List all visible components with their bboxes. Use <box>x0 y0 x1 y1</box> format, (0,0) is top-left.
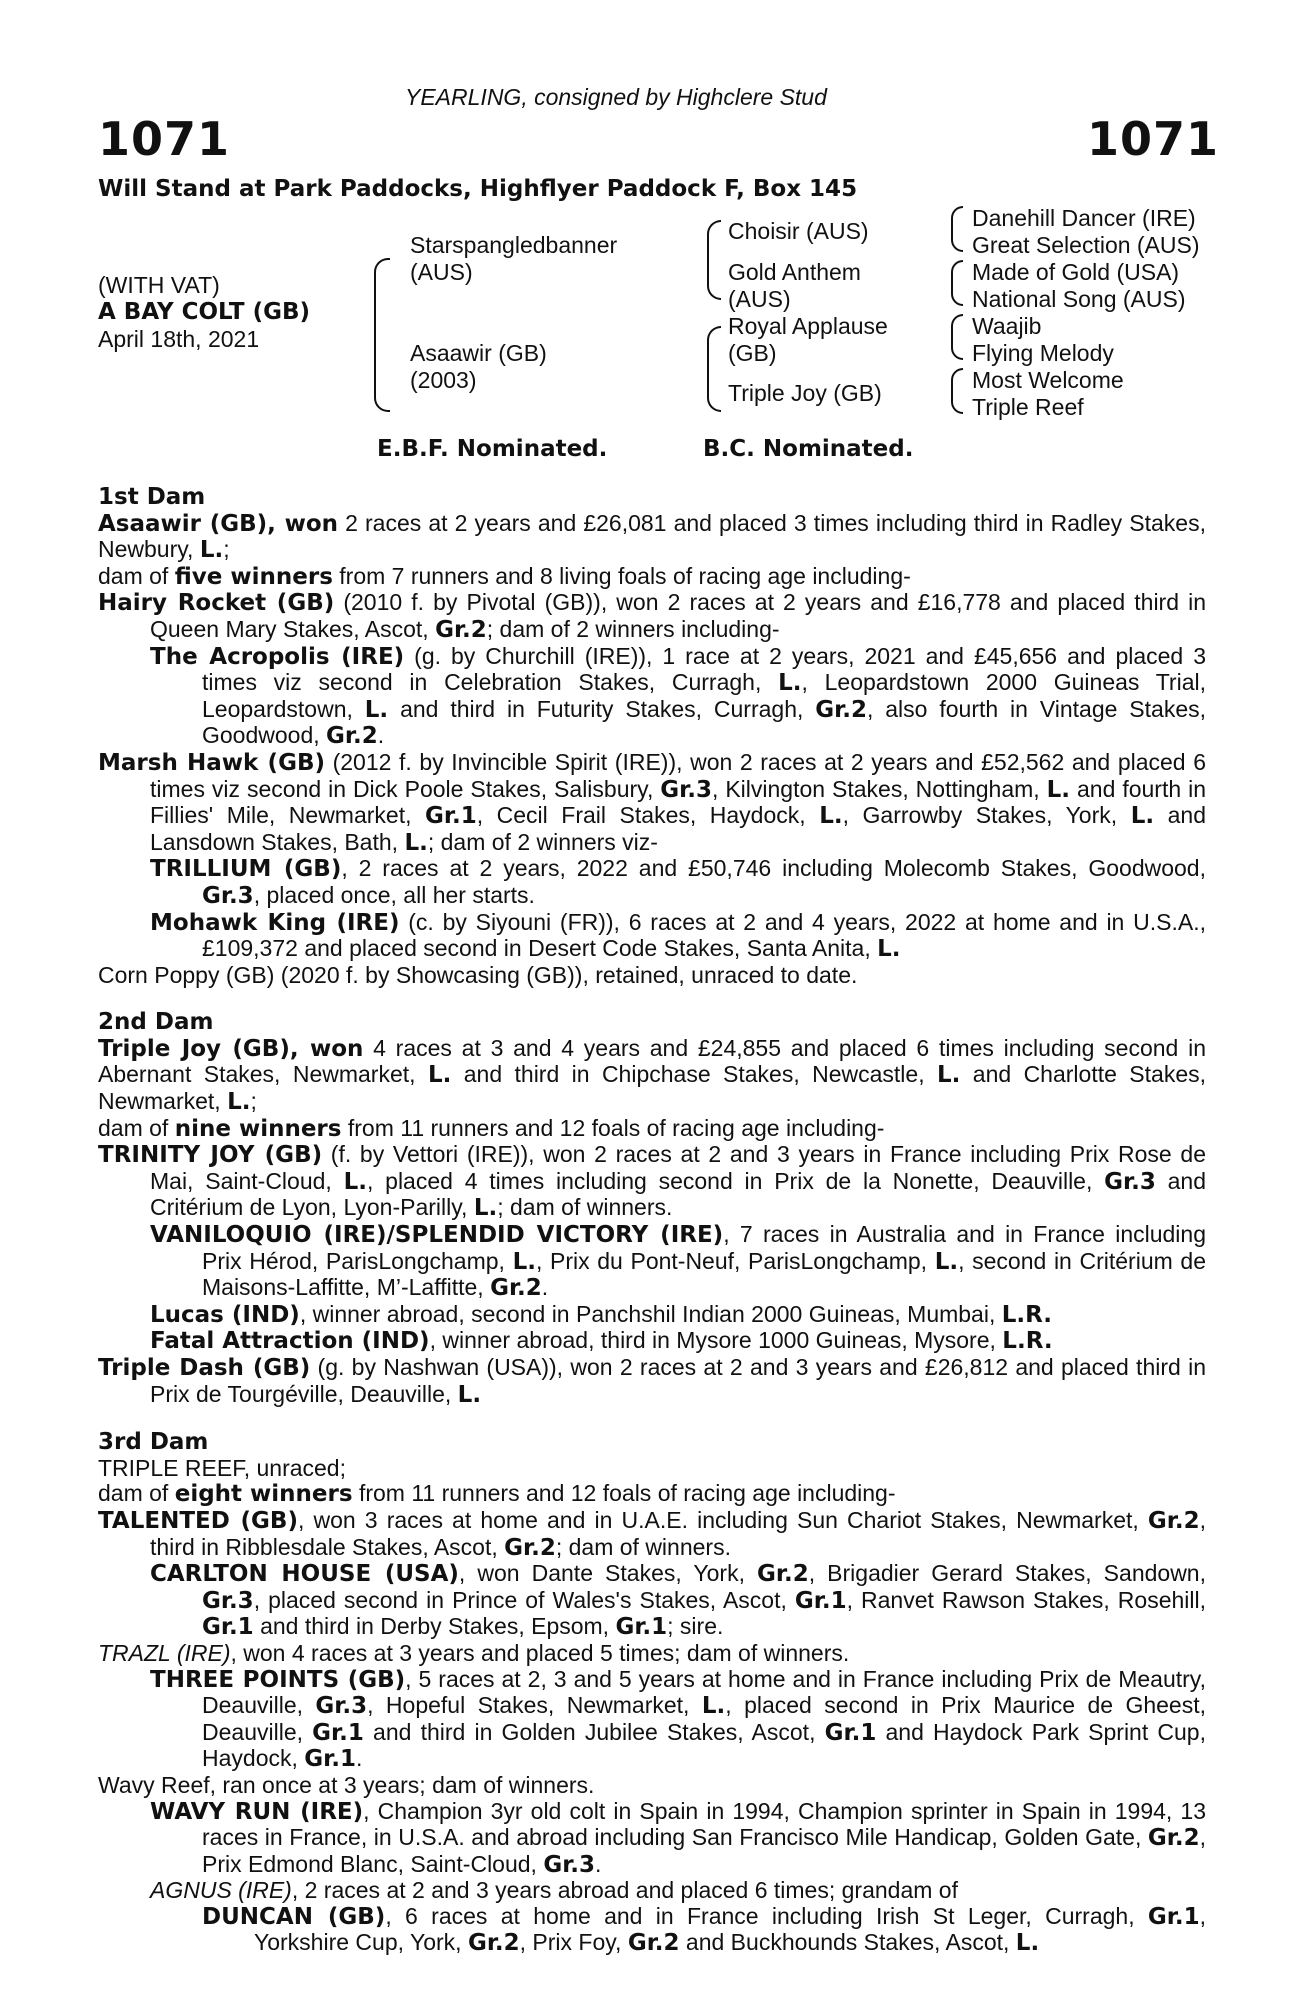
entry-text: dam of <box>98 1114 175 1141</box>
entry-text: Marsh Hawk (GB) <box>98 749 325 776</box>
entry-text: , 2 races at 2 years, 2022 and £50,746 including Molecomb Stakes, Goodwood, <box>341 855 1206 882</box>
entry-text: DUNCAN (GB) <box>202 1903 386 1930</box>
entry-text: Triple Dash (GB) <box>98 1355 311 1381</box>
pedigree-notes <box>98 485 1206 1957</box>
entry-text: Gr.2 <box>490 1275 542 1302</box>
entry-text: Gr.3 <box>315 1693 368 1720</box>
horse-name: A BAY COLT (GB) <box>98 299 311 325</box>
entry-text: Gr.3 <box>202 1587 254 1614</box>
entry-text: Gr.1 <box>425 803 477 830</box>
entry-text: L. <box>343 1168 367 1195</box>
entry-text: , 2 races at 2 and 3 years abroad and placed 6 times; grandam of <box>291 1877 958 1904</box>
entry-text: Gr.2 <box>1147 1825 1200 1852</box>
entry-text: five winners <box>174 563 333 590</box>
entry-text: and fourth in Fillies' Mile, Newmarket, <box>150 775 1207 829</box>
entry-text: Gr.2 <box>326 723 378 750</box>
entry-text: from 11 runners and 12 foals of racing age including- <box>352 1480 896 1507</box>
entry-text: L. <box>778 670 802 697</box>
lot-number-right: 1071 <box>1087 112 1220 166</box>
entry-paragraph <box>150 910 1206 963</box>
dam-sire-2: (GB) <box>728 340 777 366</box>
entry-text: Gr.2 <box>504 1534 556 1561</box>
entry-paragraph <box>98 1481 1206 1508</box>
entry-text: , Prix du Pont-Neuf, ParisLongchamp, <box>535 1247 935 1274</box>
ebf-nomination: E.B.F. Nominated. <box>377 436 608 462</box>
entry-text: , placed second in Prince of Wales's Stakes, Ascot, <box>253 1586 795 1613</box>
entry-text: and third in Derby Stakes, Epsom, <box>253 1613 616 1640</box>
entry-text: ; dam of winners. <box>497 1194 673 1221</box>
entry-paragraph <box>98 1773 1206 1799</box>
entry-text: and Charlotte Stakes, Newmarket, <box>98 1061 1206 1115</box>
entry-text: VANILOQUIO (IRE)/SPLENDID VICTORY (IRE) <box>150 1222 724 1249</box>
entry-text: L. <box>937 1062 961 1089</box>
entry-text: TRAZL (IRE) <box>98 1639 231 1666</box>
entry-text: TRILLIUM (GB) <box>150 856 342 883</box>
pedigree-brace-2b <box>707 326 721 412</box>
entry-text: , third in Ribblesdale Stakes, Ascot, <box>150 1506 1206 1560</box>
entry-text: . <box>541 1274 549 1301</box>
entry-paragraph <box>150 1561 1206 1641</box>
entry-text: and Buckhounds Stakes, Ascot, <box>679 1929 1016 1956</box>
entry-text: L. <box>364 696 389 723</box>
entry-text: Triple Joy (GB), won <box>98 1035 364 1062</box>
entry-text: (c. by Siyouni (FR)), 6 races at 2 and 4 years, 2022 at home and in U.S.A., £109,372 and placed second in Desert Code Stakes, Santa Anita, <box>202 908 1206 962</box>
entry-text: Gr.1 <box>312 1719 364 1746</box>
entry-text: . <box>377 722 385 749</box>
entry-text: L. <box>512 1248 536 1275</box>
entry-text: Gr.1 <box>794 1587 847 1614</box>
entry-paragraph <box>150 1799 1206 1879</box>
entry-text: Gr.1 <box>1147 1903 1200 1930</box>
entry-text: The Acropolis (IRE) <box>150 643 405 670</box>
entry-paragraph <box>150 1222 1206 1302</box>
entry-text: Wavy Reef, ran once at 3 years; dam of winners. <box>98 1771 595 1798</box>
entry-text: AGNUS (IRE) <box>150 1877 292 1904</box>
entry-text: Gr.3 <box>543 1851 596 1878</box>
sire-dam-1: Gold Anthem <box>728 259 861 285</box>
entry-text: L. <box>1046 776 1071 803</box>
entry-paragraph <box>150 1302 1206 1329</box>
entry-text: L. <box>427 1062 452 1089</box>
entry-paragraph <box>98 1456 1206 1482</box>
entry-text: (2012 f. by Invincible Spirit (IRE)), won 2 races at 2 years and £52,562 and placed 6 times viz second in Dick Poole Stakes, Salisbury, <box>150 748 1206 802</box>
entry-text: Gr.2 <box>435 616 487 643</box>
gen3-8: Triple Reef <box>972 394 1084 420</box>
entry-text: , Kilvington Stakes, Nottingham, <box>711 775 1047 802</box>
entry-text: Hairy Rocket (GB) <box>98 590 335 617</box>
entry-text: L. <box>819 803 843 830</box>
entry-text: and Critérium de Lyon, Lyon-Parilly, <box>150 1167 1206 1221</box>
pedigree-brace-3c <box>951 314 963 360</box>
entry-paragraph <box>98 963 1206 989</box>
gen3-2: Great Selection (AUS) <box>972 232 1200 258</box>
entry-paragraph <box>150 1667 1206 1773</box>
entry-text: (2010 f. by Pivotal (GB)), won 2 races at 2 years and £16,778 and placed third in Queen Mary Stakes, Ascot, <box>150 589 1206 642</box>
entry-paragraph <box>202 1904 1206 1957</box>
entry-text: Asaawir (GB), won <box>98 510 339 537</box>
pedigree-brace-2a <box>707 220 721 300</box>
entry-text: Gr.3 <box>1104 1168 1156 1195</box>
stand-info: Will Stand at Park Paddocks, Highflyer Paddock F, Box 145 <box>98 176 858 202</box>
entry-text: Lucas (IND) <box>150 1301 300 1328</box>
entry-text: . <box>355 1745 363 1772</box>
page-subtitle: YEARLING, consigned by Highclere Stud <box>405 84 827 110</box>
pedigree-brace-1 <box>374 258 390 412</box>
entry-text: L. <box>1015 1930 1040 1957</box>
sire-line-2: (AUS) <box>410 259 473 285</box>
entry-text: Gr.3 <box>202 882 254 909</box>
dam-dam: Triple Joy (GB) <box>728 380 882 406</box>
section-heading: 1st Dam <box>98 484 206 510</box>
entry-text: Fatal Attraction (IND) <box>150 1328 430 1355</box>
entry-text: , Prix Foy, <box>519 1929 628 1956</box>
entry-text: , placed 4 times including second in Prix de la Nonette, Deauville, <box>366 1167 1105 1194</box>
entry-text: TRIPLE REEF, unraced; <box>98 1454 346 1481</box>
entry-text: 4 races at 3 and 4 years and £24,855 and placed 6 times including second in Abernant Stakes, Newmarket, <box>98 1034 1206 1088</box>
entry-text: (f. by Vettori (IRE)), won 2 races at 2 and 3 years in France including Prix Rose de Mai, Saint-Cloud, <box>150 1141 1206 1194</box>
entry-text: L.R. <box>1001 1301 1053 1328</box>
entry-text: L. <box>1130 803 1155 830</box>
entry-paragraph <box>150 644 1206 750</box>
entry-text: , Brigadier Gerard Stakes, Sandown, <box>808 1560 1206 1587</box>
entry-text: L. <box>199 537 224 564</box>
entry-text: , 5 races at 2, 3 and 5 years at home and in France including Prix de Meautry, Deauville, <box>202 1665 1206 1719</box>
entry-paragraph <box>98 564 1206 591</box>
entry-text: ; sire. <box>667 1613 724 1640</box>
sire-sire: Choisir (AUS) <box>728 218 869 244</box>
entry-text: ; dam of winners. <box>555 1533 731 1560</box>
entry-text: Mohawk King (IRE) <box>150 909 400 936</box>
entry-text: and third in Golden Jubilee Stakes, Ascot, <box>363 1718 825 1745</box>
bc-nomination: B.C. Nominated. <box>703 436 914 462</box>
pedigree-brace-3b <box>951 260 963 306</box>
entry-paragraph <box>98 590 1206 643</box>
entry-text: , winner abroad, third in Mysore 1000 Guineas, Mysore, <box>429 1327 1003 1354</box>
entry-text: , Leopardstown 2000 Guineas Trial, Leopardstown, <box>202 669 1206 722</box>
entry-paragraph <box>98 511 1206 564</box>
entry-text: , Champion 3yr old colt in Spain in 1994, Champion sprinter in Spain in 1994, 13 races in France, in U.S.A. and abroad including San Francisco Mile Handicap, Golden Gate, <box>202 1797 1206 1851</box>
entry-text: dam of <box>98 562 175 589</box>
dam-line-1: Asaawir (GB) <box>410 340 547 366</box>
entry-text: and third in Chipchase Stakes, Newcastle, <box>451 1061 937 1088</box>
entry-text: Gr.2 <box>1147 1507 1200 1534</box>
entry-text: L.R. <box>1002 1328 1053 1355</box>
entry-text: , won 3 races at home and in U.A.E. including Sun Chariot Stakes, Newmarket, <box>297 1506 1148 1533</box>
entry-paragraph <box>98 1641 1206 1667</box>
pedigree-brace-3d <box>951 368 963 414</box>
entry-text: Gr.1 <box>615 1614 668 1641</box>
entry-text: WAVY RUN (IRE) <box>150 1798 364 1825</box>
entry-text: Gr.2 <box>757 1561 809 1588</box>
entry-text: ; <box>223 536 230 563</box>
vat-note: (WITH VAT) <box>98 272 220 298</box>
entry-paragraph <box>98 750 1206 856</box>
entry-text: nine winners <box>174 1115 342 1142</box>
entry-text: TRINITY JOY (GB) <box>98 1142 323 1169</box>
entry-text: ; <box>250 1088 257 1115</box>
entry-text: and Lansdown Stakes, Bath, <box>150 802 1207 855</box>
entry-text: L. <box>404 829 428 856</box>
entry-text: 2 races at 2 years and £26,081 and placed 3 times including third in Radley Stakes, Newbury, <box>98 509 1206 563</box>
entry-text: , Garrowby Stakes, York, <box>842 802 1131 829</box>
entry-text: Corn Poppy (GB) (2020 f. by Showcasing (GB)), retained, unraced to date. <box>98 961 858 988</box>
dam-line-2: (2003) <box>410 367 477 393</box>
entry-text: Gr.1 <box>202 1614 254 1641</box>
entry-paragraph <box>150 856 1206 909</box>
entry-text: , second in Critérium de Maisons-Laffitte, M’-Laffitte, <box>202 1247 1206 1301</box>
entry-text: dam of <box>98 1480 175 1507</box>
entry-text: Gr.2 <box>627 1930 680 1957</box>
entry-paragraph <box>98 1508 1206 1561</box>
entry-text: L. <box>701 1693 726 1720</box>
entry-text: (g. by Churchill (IRE)), 1 race at 2 years, 2021 and £45,656 and placed 3 times viz second in Celebration Stakes, Curragh, <box>202 642 1206 696</box>
entry-text: L. <box>457 1381 482 1408</box>
entry-text: eight winners <box>174 1481 353 1508</box>
gen3-3: Made of Gold (USA) <box>972 259 1180 285</box>
entry-text: , won 4 races at 3 years and placed 5 times; dam of winners. <box>230 1639 850 1666</box>
entry-paragraph <box>98 1116 1206 1143</box>
sire-dam-2: (AUS) <box>728 286 791 312</box>
gen3-7: Most Welcome <box>972 367 1124 393</box>
entry-text: THREE POINTS (GB) <box>150 1666 406 1693</box>
gen3-6: Flying Melody <box>972 340 1114 366</box>
entry-text: Gr.2 <box>815 696 867 723</box>
section-heading: 3rd Dam <box>98 1429 209 1456</box>
entry-text: Gr.1 <box>824 1719 877 1746</box>
entry-text: from 7 runners and 8 living foals of racing age including- <box>332 562 911 589</box>
entry-paragraph <box>98 1355 1206 1408</box>
entry-text: , Cecil Frail Stakes, Haydock, <box>476 802 820 829</box>
entry-text: , 7 races in Australia and in France including Prix Hérod, ParisLongchamp, <box>202 1221 1206 1274</box>
dam-sire-1: Royal Applause <box>728 313 888 339</box>
foaling-date: April 18th, 2021 <box>98 326 260 352</box>
entry-text: , Prix Edmond Blanc, Saint-Cloud, <box>202 1824 1206 1877</box>
entry-text: . <box>595 1850 602 1877</box>
entry-text: ; dam of 2 winners viz- <box>427 828 658 855</box>
entry-text: and Haydock Park Sprint Cup, Haydock, <box>202 1718 1206 1772</box>
entry-text: L. <box>473 1195 498 1222</box>
entry-paragraph <box>98 1036 1206 1116</box>
entry-text: , winner abroad, second in Panchshil Indian 2000 Guineas, Mumbai, <box>299 1300 1002 1327</box>
entry-text: , Ranvet Rawson Stakes, Rosehill, <box>846 1586 1207 1613</box>
entry-text: TALENTED (GB) <box>98 1507 298 1534</box>
gen3-4: National Song (AUS) <box>972 286 1186 312</box>
entry-text: L. <box>227 1089 251 1116</box>
entry-text: ; dam of 2 winners including- <box>486 615 780 642</box>
entry-text: , Yorkshire Cup, York, <box>254 1902 1206 1956</box>
entry-text: , 6 races at home and in France including Irish St Leger, Curragh, <box>385 1902 1148 1929</box>
gen3-5: Waajib <box>972 313 1042 339</box>
entry-text: from 11 runners and 12 foals of racing age including- <box>341 1114 885 1141</box>
lot-number-left: 1071 <box>98 112 231 166</box>
gen3-1: Danehill Dancer (IRE) <box>972 205 1196 231</box>
entry-text: L. <box>934 1248 959 1275</box>
entry-text: , won Dante Stakes, York, <box>458 1560 758 1587</box>
entry-text: , also fourth in Vintage Stakes, Goodwood, <box>202 695 1207 749</box>
section-heading: 2nd Dam <box>98 1009 214 1036</box>
entry-paragraph <box>150 1328 1206 1355</box>
sire-line-1: Starspangledbanner <box>410 232 618 258</box>
entry-text: Gr.3 <box>660 776 712 803</box>
entry-paragraph <box>150 1878 1206 1904</box>
entry-text: , Hopeful Stakes, Newmarket, <box>367 1692 702 1719</box>
entry-text: Gr.1 <box>304 1746 356 1773</box>
entry-text: and third in Futurity Stakes, Curragh, <box>388 695 816 722</box>
entry-text: , placed once, all her starts. <box>253 881 535 908</box>
entry-text: (g. by Nashwan (USA)), won 2 races at 2 and 3 years and £26,812 and placed third in Prix de Tourgéville, Deauville, <box>150 1354 1206 1407</box>
pedigree-brace-3a <box>951 206 963 252</box>
entry-text: L. <box>877 936 901 963</box>
entry-text: CARLTON HOUSE (USA) <box>150 1561 459 1588</box>
entry-text: Gr.2 <box>467 1930 520 1957</box>
entry-text: , placed second in Prix Maurice de Gheest, Deauville, <box>202 1692 1206 1745</box>
entry-paragraph <box>98 1142 1206 1222</box>
